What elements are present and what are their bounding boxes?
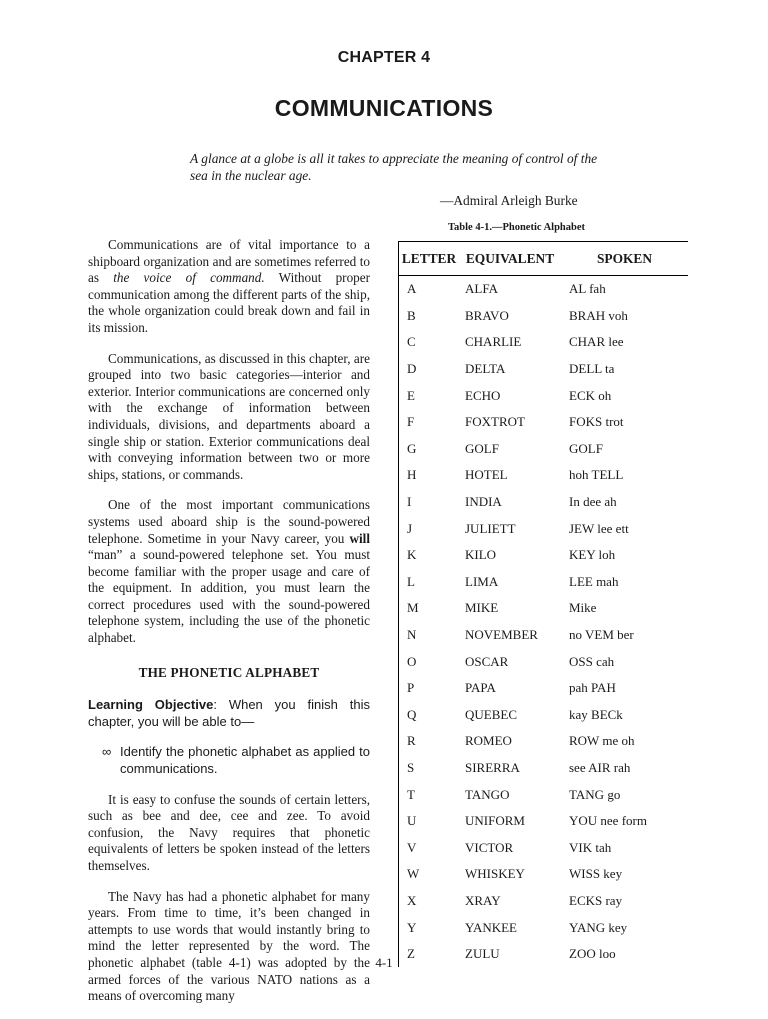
- equivalent-cell: BRAVO: [465, 307, 509, 323]
- bullet-icon: ∞: [102, 744, 112, 760]
- epigraph-attribution: —Admiral Arleigh Burke: [440, 193, 578, 208]
- table-row: [399, 781, 689, 808]
- letter-cell: W: [399, 861, 460, 888]
- spoken-cell: CHAR lee: [569, 334, 624, 350]
- letter-cell: F: [399, 409, 460, 436]
- letter-cell: Y: [399, 914, 460, 941]
- spoken-cell: ROW me oh: [569, 733, 635, 749]
- chapter-label: CHAPTER 4: [337, 49, 431, 66]
- letter-cell: B: [399, 303, 460, 330]
- spoken-cell: JEW lee ett: [569, 520, 629, 536]
- equivalent-cell: SIRERRA: [465, 759, 520, 775]
- table-row: [399, 276, 689, 303]
- spoken-cell: Mike: [569, 600, 597, 616]
- paragraph-1: [88, 237, 370, 337]
- letter-cell: Z: [399, 941, 460, 968]
- table-row: [399, 755, 689, 782]
- objective-bullet-text: Identify the phonetic alphabet as applied to communications.: [120, 744, 370, 777]
- spoken-cell: ECK oh: [569, 387, 612, 403]
- table-row: [399, 382, 689, 409]
- table-row: [399, 356, 689, 383]
- paragraph-3-text-a: One of the most important communications systems used aboard ship is the sound-powered telephone. Sometime in your Navy career, you: [88, 497, 370, 546]
- letter-cell: N: [399, 622, 460, 649]
- spoken-cell: WISS key: [569, 866, 623, 882]
- equivalent-cell: NOVEMBER: [465, 627, 538, 643]
- table-row: [399, 648, 689, 675]
- table-row: [399, 675, 689, 702]
- paragraph-1-text-a: Communications are of vital importance to a shipboard organization and are sometimes referred to as: [88, 237, 370, 286]
- equivalent-cell: XRAY: [465, 892, 501, 908]
- equivalent-cell: TANGO: [465, 786, 510, 802]
- equivalent-cell: GOLF: [465, 440, 499, 456]
- spoken-cell: no VEM ber: [569, 627, 634, 643]
- paragraph-3: [88, 497, 370, 646]
- letter-cell: L: [399, 569, 460, 596]
- letter-cell: T: [399, 781, 460, 808]
- spoken-cell: pah PAH: [569, 680, 616, 696]
- table-header-row: [399, 242, 689, 276]
- spoken-cell: KEY loh: [569, 547, 616, 563]
- paragraph-5: The Navy has had a phonetic alphabet for many years. From time to time, it’s been changed in attempts to use words that would instantly bring to mind the letter represented by the word. The phonetic alphabet (table 4-1) was adopted by the armed forces of the various NATO nations as a means of overcoming many: [88, 888, 370, 1004]
- letter-cell: V: [399, 834, 460, 861]
- paragraph-1-text-b: Without proper communication among the different parts of the ship, the whole organization could break down and fail in its mission.: [88, 270, 370, 335]
- equivalent-cell: MIKE: [465, 600, 499, 616]
- table-row: [399, 329, 689, 356]
- letter-cell: Q: [399, 702, 460, 729]
- table-row: [399, 622, 689, 649]
- equivalent-cell: FOXTROT: [465, 414, 525, 430]
- spoken-cell: OSS cah: [569, 653, 615, 669]
- spoken-cell: YOU nee form: [569, 813, 647, 829]
- spoken-cell: kay BECk: [569, 706, 623, 722]
- equivalent-cell: LIMA: [465, 573, 499, 589]
- table-row: [399, 462, 689, 489]
- equivalent-cell: QUEBEC: [465, 706, 517, 722]
- spoken-cell: AL fah: [569, 281, 606, 297]
- equivalent-cell: WHISKEY: [465, 866, 525, 882]
- spoken-cell: ZOO loo: [569, 946, 616, 962]
- equivalent-cell: OSCAR: [465, 653, 509, 669]
- letter-cell: X: [399, 888, 460, 915]
- header-spoken: SPOKEN: [561, 242, 688, 276]
- table-row: [399, 569, 689, 596]
- table-row: [399, 595, 689, 622]
- spoken-cell: LEE mah: [569, 573, 619, 589]
- header-equivalent: EQUIVALENT: [459, 242, 561, 276]
- equivalent-cell: YANKEE: [465, 919, 517, 935]
- paragraph-3-text-b: “man” a sound-powered telephone set. You must become familiar with the proper usage and care of the equipment. In addition, you must learn the correct procedures used with the sound-powered telephone system, including the use of the phonetic alphabet.: [88, 547, 370, 646]
- equivalent-cell: VICTOR: [465, 839, 514, 855]
- letter-cell: O: [399, 648, 460, 675]
- letter-cell: C: [399, 329, 460, 356]
- spoken-cell: GOLF: [569, 440, 603, 456]
- section-heading: THE PHONETIC ALPHABET: [138, 664, 320, 680]
- equivalent-cell: INDIA: [465, 494, 502, 510]
- letter-cell: J: [399, 515, 460, 542]
- equivalent-cell: ALFA: [465, 281, 498, 297]
- equivalent-cell: ECHO: [465, 387, 501, 403]
- learning-objective-text: : When you finish this chapter, you will be able to—: [88, 697, 370, 729]
- equivalent-cell: PAPA: [465, 680, 496, 696]
- letter-cell: G: [399, 436, 460, 463]
- phonetic-alphabet-table: [398, 241, 688, 967]
- table-row: [399, 728, 689, 755]
- table-row: [399, 808, 689, 835]
- letter-cell: E: [399, 382, 460, 409]
- equivalent-cell: JULIETT: [465, 520, 516, 536]
- equivalent-cell: ZULU: [465, 946, 500, 962]
- equivalent-cell: KILO: [465, 547, 497, 563]
- table-row: [399, 861, 689, 888]
- table-row: [399, 409, 689, 436]
- table-row: [399, 515, 689, 542]
- table-caption: Table 4-1.—Phonetic Alphabet: [448, 222, 586, 233]
- table-row: [399, 542, 689, 569]
- equivalent-cell: HOTEL: [465, 467, 508, 483]
- equivalent-cell: CHARLIE: [465, 334, 522, 350]
- equivalent-cell: ROMEO: [465, 733, 512, 749]
- letter-cell: M: [399, 595, 460, 622]
- letter-cell: A: [399, 276, 460, 303]
- letter-cell: D: [399, 356, 460, 383]
- header-letter: LETTER: [399, 242, 460, 276]
- spoken-cell: DELL ta: [569, 361, 615, 377]
- table-row: [399, 436, 689, 463]
- spoken-cell: In dee ah: [569, 494, 617, 510]
- page-number: 4-1: [375, 955, 393, 970]
- letter-cell: U: [399, 808, 460, 835]
- table-row: [399, 489, 689, 516]
- spoken-cell: BRAH voh: [569, 307, 628, 323]
- spoken-cell: YANG key: [569, 919, 628, 935]
- table-row: [399, 888, 689, 915]
- table-row: [399, 702, 689, 729]
- paragraph-1-emphasis: the voice of command.: [113, 270, 265, 286]
- letter-cell: I: [399, 489, 460, 516]
- spoken-cell: ECKS ray: [569, 892, 623, 908]
- page-title: COMMUNICATIONS: [274, 95, 494, 121]
- paragraph-3-strong: will: [349, 530, 370, 546]
- paragraph-2: Communications, as discussed in this chapter, are grouped into two basic categories—interior and exterior. Interior communications are concerned only with the exchange of information between individuals, divisions, and departments aboard a single ship or station. Exterior communications deal with conveying information between two or more ships, stations, or commands.: [88, 350, 370, 482]
- body-text-column: [88, 237, 370, 1019]
- spoken-cell: FOKS trot: [569, 414, 624, 430]
- spoken-cell: hoh TELL: [569, 467, 624, 483]
- learning-objective-label: Learning Objective: [88, 697, 214, 713]
- spoken-cell: TANG go: [569, 786, 621, 802]
- spoken-cell: see AIR rah: [569, 759, 631, 775]
- spoken-cell: VIK tah: [569, 839, 612, 855]
- paragraph-4: It is easy to confuse the sounds of certain letters, such as bee and dee, cee and zee. To avoid confusion, the Navy requires that phonetic equivalents of letters be spoken instead of the letters themselves.: [88, 791, 370, 873]
- equivalent-cell: UNIFORM: [465, 813, 525, 829]
- letter-cell: S: [399, 755, 460, 782]
- letter-cell: P: [399, 675, 460, 702]
- letter-cell: H: [399, 462, 460, 489]
- table-row: [399, 914, 689, 941]
- letter-cell: R: [399, 728, 460, 755]
- objective-bullet: [88, 744, 370, 777]
- table-row: [399, 834, 689, 861]
- learning-objective: [88, 697, 370, 730]
- epigraph-quote: A glance at a globe is all it takes to appreciate the meaning of control of the sea in the nuclear age.: [190, 151, 598, 183]
- letter-cell: K: [399, 542, 460, 569]
- table-row: [399, 303, 689, 330]
- equivalent-cell: DELTA: [465, 361, 506, 377]
